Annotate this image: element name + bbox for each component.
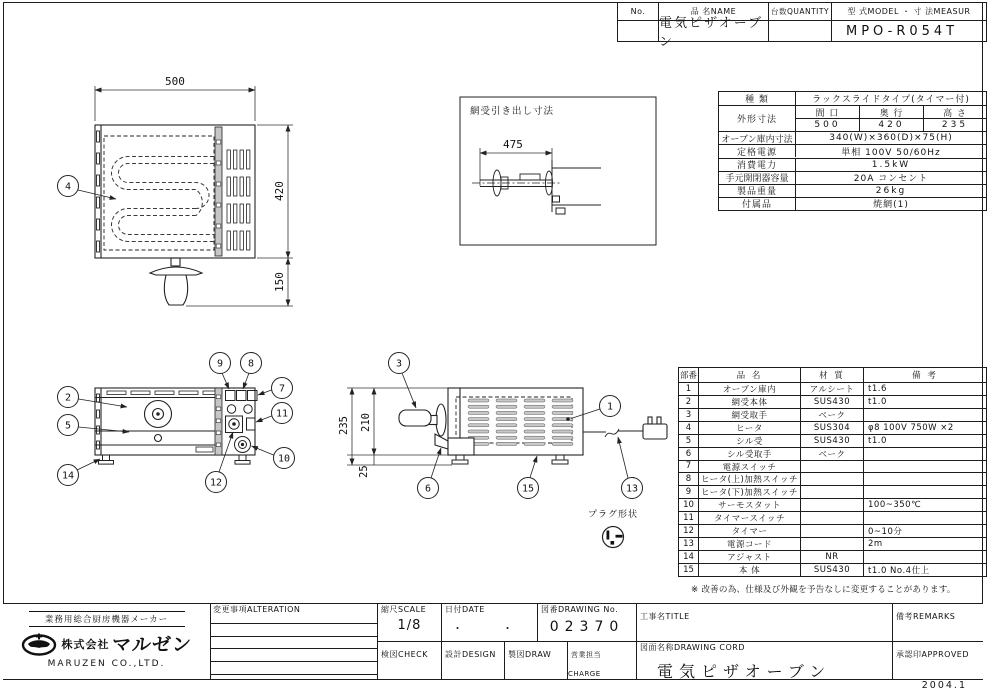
model-value: MPO-R054T	[831, 20, 986, 41]
drawing-name-label: 図面名称DRAWING CORD	[640, 643, 746, 652]
parts-header-name: 品 名	[698, 368, 800, 382]
table-row	[679, 524, 986, 537]
table-cell: 0~10分	[863, 524, 986, 537]
alteration-label: 変更事項ALTERATION	[210, 604, 377, 624]
title-block-bottom	[3, 603, 983, 680]
no-value	[618, 20, 658, 41]
dim-depth-label: 420	[273, 181, 286, 201]
table-cell	[800, 460, 863, 473]
maker-tagline: 業務用総合厨房機器メーカー	[29, 611, 185, 627]
table-cell: φ8 100V 750W ×2	[863, 421, 986, 434]
spec-w-label: 間 口	[795, 105, 859, 118]
remarks-cell	[893, 604, 983, 641]
table-cell: シル受取手	[698, 447, 800, 460]
detail-box	[460, 97, 656, 245]
svg-text:2: 2	[64, 392, 72, 404]
table-row	[679, 395, 986, 408]
table-cell: 1	[679, 382, 698, 395]
svg-text:14: 14	[61, 470, 75, 482]
table-cell: 5	[679, 434, 698, 447]
table-cell: SUS430	[800, 395, 863, 408]
revision-date: 2004.1	[921, 680, 967, 691]
date-label: 日付DATE	[445, 605, 485, 614]
spec-h-value: 235	[923, 118, 986, 131]
dim-leg-label: 25	[358, 465, 370, 478]
table-cell: ヒータ	[698, 421, 800, 434]
table-cell: 2m	[863, 537, 986, 550]
no-header: No.	[630, 7, 646, 16]
dim-htotal-label: 235	[338, 416, 350, 435]
date-value: ・ ・	[452, 621, 527, 635]
drawing-name-cell	[637, 641, 893, 679]
table-cell: ベーク	[800, 408, 863, 421]
company-name-en: MARUZEN CO.,LTD.	[47, 659, 166, 669]
table-cell: サーモスタット	[698, 498, 800, 511]
change-notice: ※ 改善の為、仕様及び外観を予告なしに変更することがあります。	[691, 585, 956, 595]
spec-accessory-label: 付属品	[719, 197, 795, 210]
table-cell: 本 体	[698, 563, 800, 576]
dim-pullout-label: 475	[503, 138, 523, 151]
svg-text:5: 5	[64, 420, 72, 432]
table-cell: 電源スイッチ	[698, 460, 800, 473]
table-cell: アルシート	[800, 382, 863, 395]
table-cell: 100~350℃	[863, 498, 986, 511]
table-cell	[863, 472, 986, 485]
svg-text:6: 6	[424, 483, 432, 495]
remarks-label: 備考REMARKS	[896, 612, 956, 621]
drawing-no-cell	[538, 604, 637, 641]
table-cell: t1.0	[863, 434, 986, 447]
plug-shape-label: プラグ形状	[588, 510, 639, 520]
table-cell: タイマースイッチ	[698, 511, 800, 524]
spec-breaker-value: 20A コンセント	[795, 171, 986, 184]
scale-label: 縮尺SCALE	[381, 605, 427, 614]
table-cell: 12	[679, 524, 698, 537]
detail-title: 網受引き出し寸法	[470, 106, 555, 117]
table-cell: 網受本体	[698, 395, 800, 408]
spec-h-label: 高 さ	[923, 105, 986, 118]
table-cell: 4	[679, 421, 698, 434]
approved-cell	[893, 641, 983, 679]
spec-breaker-label: 手元開閉器容量	[719, 171, 795, 184]
spec-d-label: 奥 行	[859, 105, 923, 118]
table-cell: SUS304	[800, 421, 863, 434]
dim-500	[95, 86, 255, 121]
charge-label: 営業担当CHARGE	[568, 651, 601, 678]
table-cell: 13	[679, 537, 698, 550]
side-feet	[452, 455, 568, 464]
table-cell	[863, 408, 986, 421]
date-cell	[442, 604, 538, 641]
scale-value: 1/8	[397, 617, 422, 633]
table-cell	[863, 485, 986, 498]
draw-cell	[505, 641, 568, 679]
svg-text:1: 1	[606, 401, 614, 413]
check-cell	[378, 641, 442, 679]
side-view	[338, 353, 667, 548]
table-cell	[863, 550, 986, 563]
spec-d-value: 420	[859, 118, 923, 131]
company-block	[3, 604, 211, 679]
svg-text:7: 7	[278, 383, 286, 395]
company-prefix: 株式会社	[61, 637, 110, 651]
table-cell: 電源コード	[698, 537, 800, 550]
approved-label: 承認印APPROVED	[896, 650, 970, 659]
table-row	[679, 408, 986, 421]
table-cell: ヒータ(下)加熱スイッチ	[698, 485, 800, 498]
alteration-row	[210, 637, 377, 650]
slide-rail	[215, 127, 222, 256]
drawing-name-value: 電気ピザオーブン	[657, 661, 832, 681]
table-cell: オーブン庫内	[698, 382, 800, 395]
table-cell: SUS430	[800, 563, 863, 576]
table-cell: 9	[679, 485, 698, 498]
draw-label: 製図DRAW	[508, 650, 552, 659]
spec-kind-value: ラックスライドタイプ(タイマー付)	[795, 92, 986, 105]
parts-table	[678, 367, 987, 577]
spec-power-label: 定格電源	[719, 144, 795, 157]
parts-header-remarks: 備 考	[863, 368, 986, 382]
svg-text:11: 11	[275, 408, 289, 420]
spec-w-value: 500	[795, 118, 859, 131]
svg-text:3: 3	[395, 358, 403, 370]
table-cell: 15	[679, 563, 698, 576]
charge-cell	[568, 641, 637, 679]
parts-header-row	[679, 368, 986, 382]
title-block-top	[617, 2, 987, 50]
table-cell: ベーク	[800, 447, 863, 460]
table-row	[679, 537, 986, 550]
table-row	[679, 421, 986, 434]
svg-text:12: 12	[209, 477, 223, 489]
name-value: 電気ピザオーブン	[658, 20, 768, 41]
alteration-block	[210, 604, 378, 679]
project-title-label: 工事名TITLE	[640, 612, 690, 621]
table-cell: 7	[679, 460, 698, 473]
table-cell: NR	[800, 550, 863, 563]
table-cell	[800, 524, 863, 537]
design-cell	[442, 641, 505, 679]
model-header: 型 式MODEL ・ 寸 法MEASUR	[831, 3, 986, 20]
table-cell	[800, 498, 863, 511]
table-cell: 6	[679, 447, 698, 460]
dim-front-label: 150	[273, 272, 286, 292]
alteration-row	[210, 624, 377, 637]
spec-consumption-label: 消費電力	[719, 158, 795, 171]
side-handle	[399, 404, 446, 436]
spec-weight-value: 26kg	[795, 184, 986, 197]
cavity-leader-dot	[566, 417, 570, 421]
check-label: 検図CHECK	[381, 650, 428, 659]
table-cell: 8	[679, 472, 698, 485]
spec-table	[718, 91, 987, 211]
table-row	[679, 550, 986, 563]
drawing-no-value: 02370	[549, 618, 625, 635]
spec-weight-label: 製品重量	[719, 184, 795, 197]
table-cell	[800, 485, 863, 498]
qty-value	[768, 20, 831, 41]
plug-face-icon	[603, 527, 624, 548]
project-title-cell	[637, 604, 893, 641]
table-cell: t1.0	[863, 395, 986, 408]
parts-header-material: 材 質	[800, 368, 863, 382]
qty-header: 台数QUANTITY	[768, 3, 831, 20]
dim-hbody-label: 210	[360, 413, 372, 432]
table-cell: 網受取手	[698, 408, 800, 421]
svg-text:10: 10	[277, 453, 291, 465]
table-cell	[863, 511, 986, 524]
table-cell: アジャスト	[698, 550, 800, 563]
table-cell: 10	[679, 498, 698, 511]
table-cell	[863, 460, 986, 473]
spec-consumption-value: 1.5kW	[795, 158, 986, 171]
design-label: 設計DESIGN	[445, 650, 496, 659]
top-view	[58, 75, 294, 306]
spec-kind-label: 種 類	[745, 95, 769, 106]
svg-text:15: 15	[521, 483, 535, 495]
table-cell: t1.0 No.4仕上	[863, 563, 986, 576]
table-cell	[800, 472, 863, 485]
table-row	[679, 563, 986, 576]
alteration-row	[210, 649, 377, 662]
table-row	[679, 382, 986, 395]
table-row	[679, 460, 986, 473]
table-cell: シル受	[698, 434, 800, 447]
svg-text:9: 9	[216, 358, 224, 370]
alteration-row	[210, 662, 377, 675]
company-name: マルゼン	[111, 634, 194, 656]
front-view	[58, 353, 295, 493]
table-cell: タイマー	[698, 524, 800, 537]
power-cord	[583, 417, 667, 439]
table-row	[679, 498, 986, 511]
spec-power-value: 単相 100V 50/60Hz	[795, 144, 986, 157]
spec-accessory-value: 焼網(1)	[795, 197, 986, 210]
name-header: 品 名NAME	[658, 3, 768, 20]
table-row	[679, 472, 986, 485]
table-cell: t1.6	[863, 382, 986, 395]
table-row	[679, 485, 986, 498]
door-handle-top	[150, 258, 202, 305]
scale-cell	[378, 604, 442, 641]
table-row	[679, 511, 986, 524]
spec-cavity-label: オーブン庫内寸法	[719, 131, 795, 144]
parts-header-no: 部番	[679, 371, 697, 381]
table-cell	[800, 511, 863, 524]
parts-rows	[679, 382, 986, 576]
dim-width-label: 500	[165, 75, 185, 88]
table-cell: 3	[679, 408, 698, 421]
drawing-no-label: 図番DRAWING No.	[541, 605, 619, 614]
spec-dims-label: 外形寸法	[719, 105, 795, 131]
table-cell	[863, 447, 986, 460]
table-cell: ヒータ(上)加熱スイッチ	[698, 472, 800, 485]
alteration-row	[210, 675, 377, 687]
plug	[643, 424, 667, 439]
spec-cavity-value: 340(W)×360(D)×75(H)	[795, 131, 986, 144]
svg-text:8: 8	[247, 358, 255, 370]
table-cell: 14	[679, 550, 698, 563]
front-feet	[99, 455, 251, 464]
svg-text:13: 13	[625, 483, 639, 495]
table-cell: 11	[679, 511, 698, 524]
table-cell: 2	[679, 395, 698, 408]
table-cell	[800, 537, 863, 550]
table-cell: SUS430	[800, 434, 863, 447]
table-row	[679, 434, 986, 447]
table-row	[679, 447, 986, 460]
maruzen-logo	[20, 632, 58, 656]
svg-text:4: 4	[64, 181, 72, 193]
